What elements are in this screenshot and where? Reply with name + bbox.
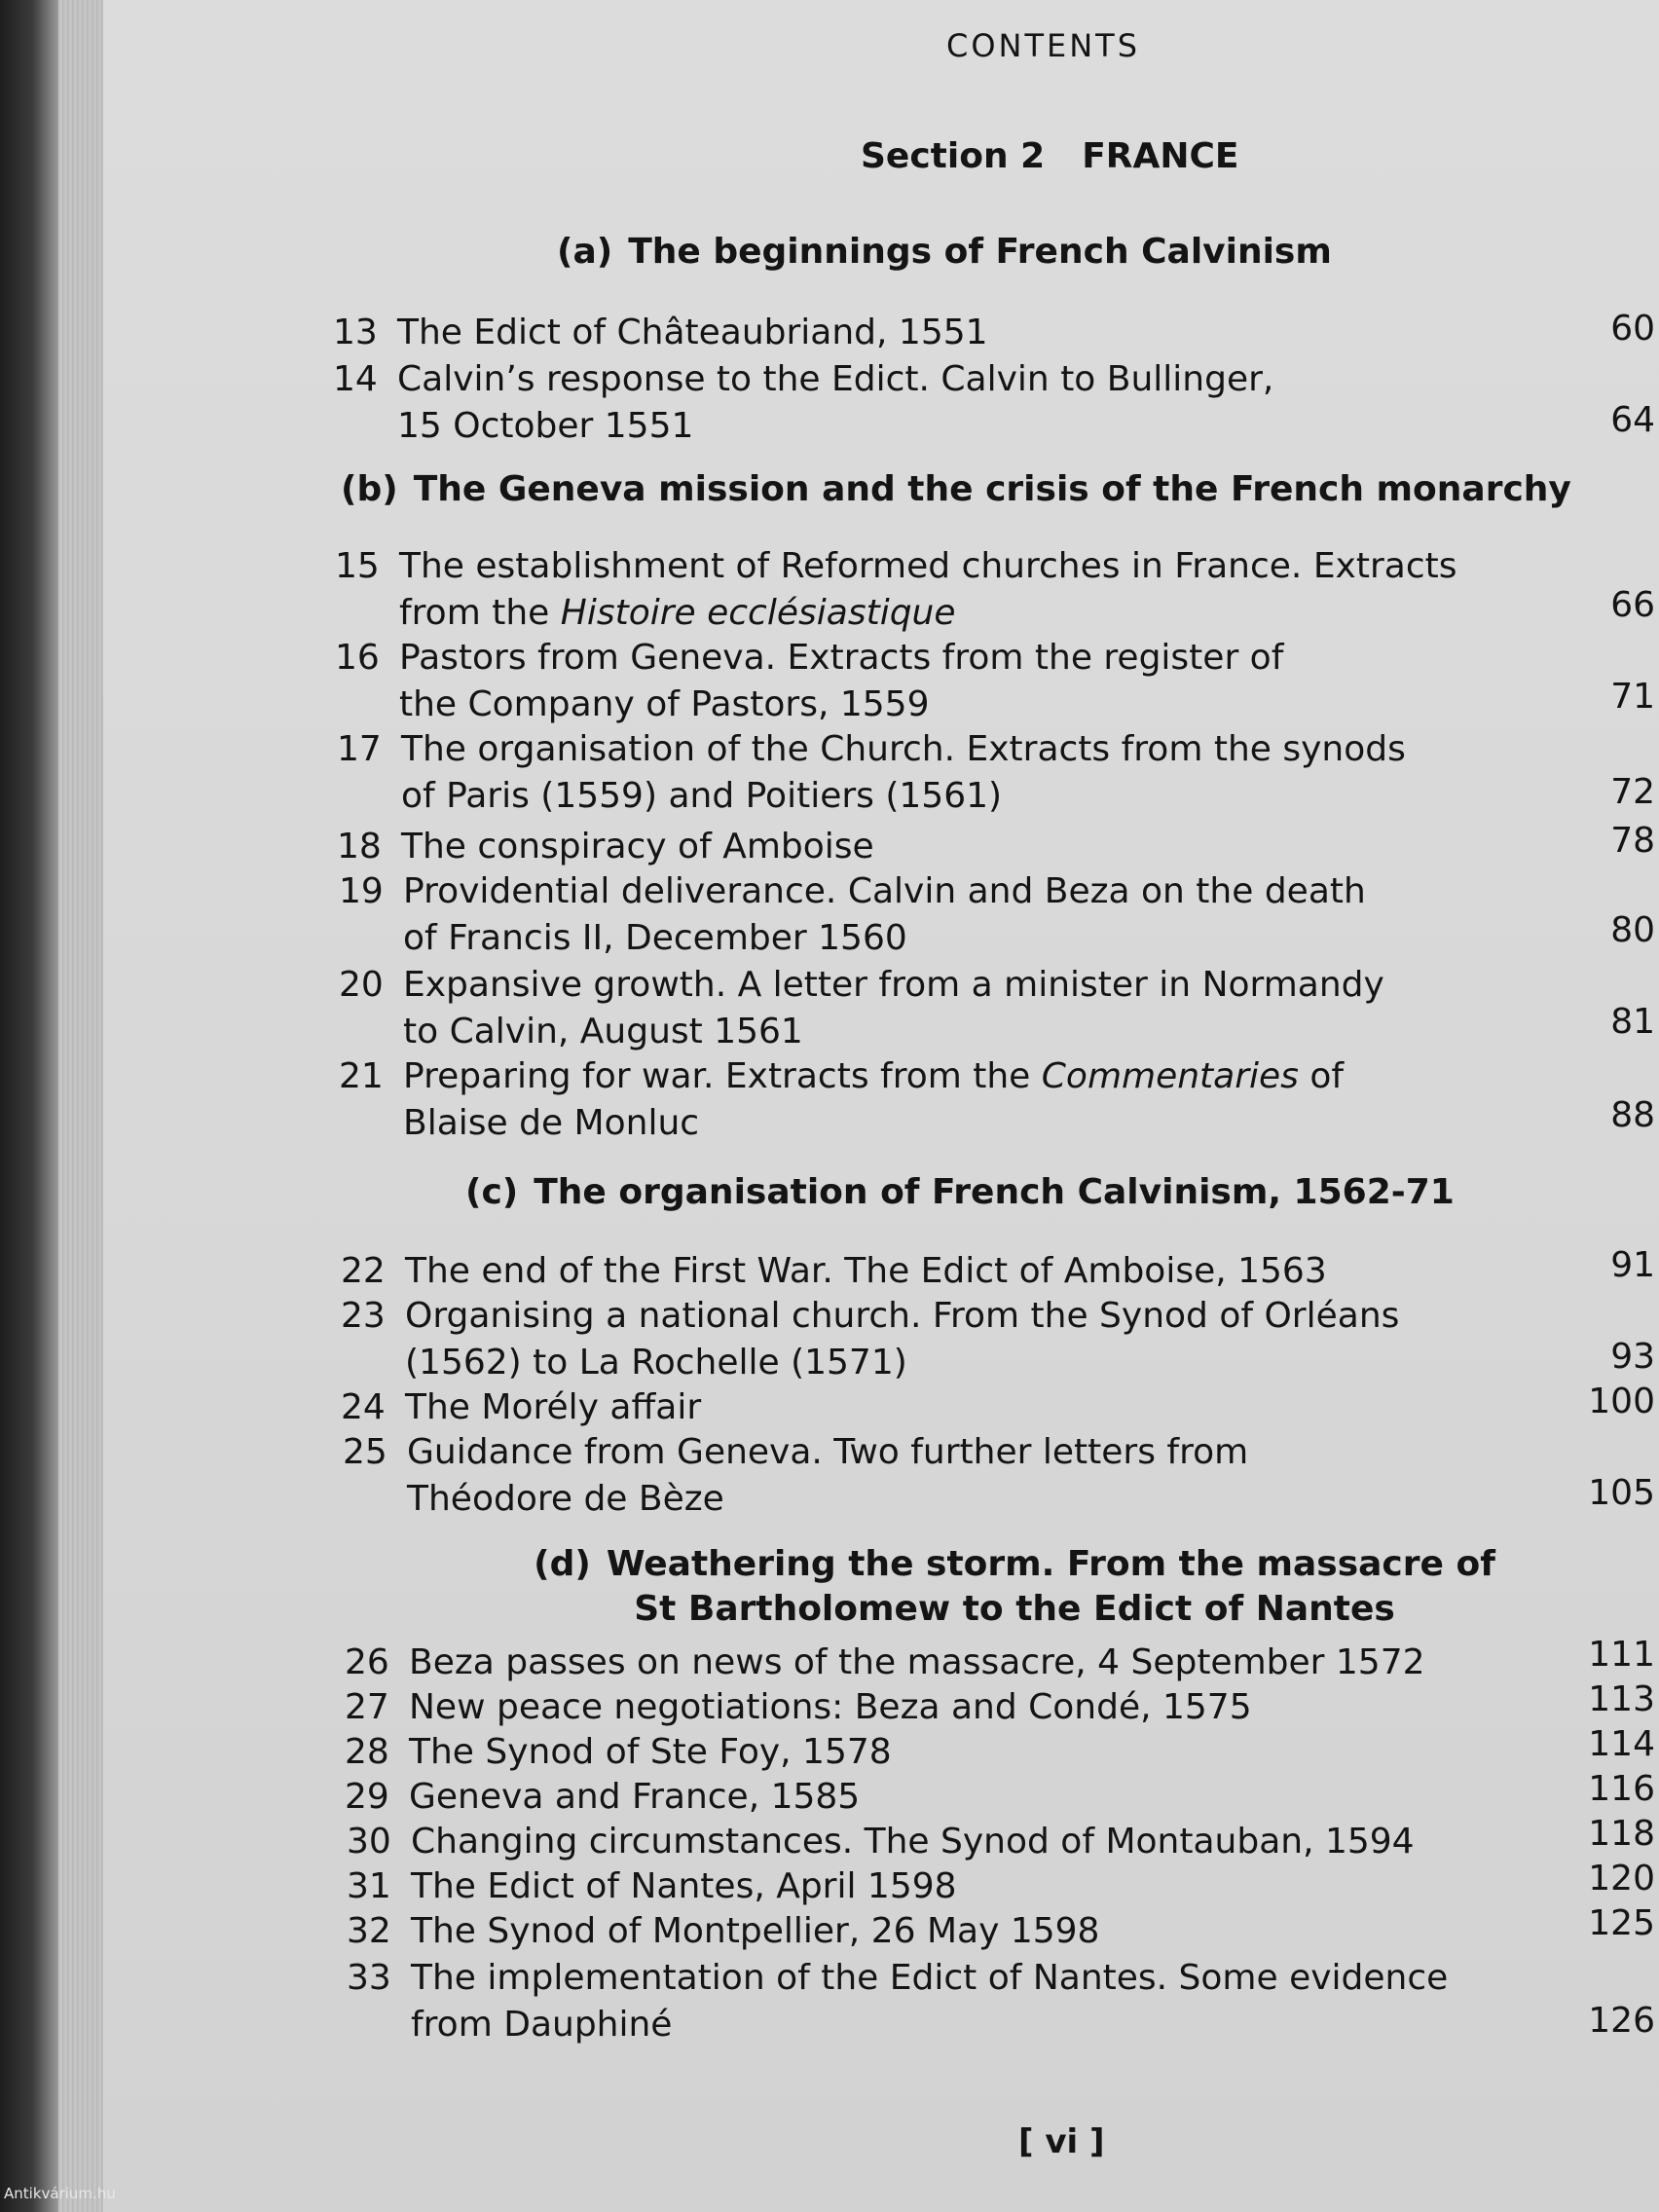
entry-number: 15 bbox=[335, 546, 380, 586]
entry-number: 20 bbox=[339, 965, 384, 1005]
entry-number: 25 bbox=[343, 1432, 387, 1472]
entry-page: 100 bbox=[1588, 1382, 1655, 1421]
entry-number: 16 bbox=[335, 638, 380, 678]
section-number: Section 2 bbox=[861, 136, 1046, 176]
group-heading-d bbox=[479, 1542, 1550, 1632]
contents-entry-33[interactable] bbox=[347, 1955, 1659, 2048]
group-heading-line-1 bbox=[479, 1542, 1550, 1587]
contents-entry-26[interactable] bbox=[345, 1635, 1659, 1686]
contents-entry-27[interactable] bbox=[345, 1679, 1659, 1731]
contents-entry-23[interactable] bbox=[341, 1293, 1659, 1386]
entry-page: 125 bbox=[1588, 1903, 1655, 1943]
entry-page: 60 bbox=[1610, 309, 1655, 349]
contents-entry-31[interactable] bbox=[347, 1859, 1659, 1910]
entry-title-line-2: Blaise de Monluc bbox=[403, 1103, 700, 1143]
entry-number: 13 bbox=[333, 313, 378, 352]
entry-title-line-2: from Dauphiné bbox=[411, 2005, 673, 2045]
entry-title: The Synod of Ste Foy, 1578 bbox=[409, 1732, 892, 1772]
group-heading-c bbox=[465, 1172, 1455, 1212]
entry-title: Geneva and France, 1585 bbox=[409, 1777, 861, 1817]
entry-page: 88 bbox=[1610, 1095, 1655, 1135]
group-heading-a bbox=[557, 232, 1332, 272]
entry-title: The Morély affair bbox=[405, 1387, 702, 1427]
group-title: The organisation of French Calvinism, 1562-71 bbox=[534, 1172, 1455, 1212]
group-label: (c) bbox=[465, 1172, 519, 1212]
entry-title-line-1: The implementation of the Edict of Nantes. Some evidence bbox=[411, 1958, 1449, 1998]
entry-number: 33 bbox=[347, 1958, 391, 1998]
contents-entry-21[interactable] bbox=[339, 1053, 1659, 1147]
group-label: (d) bbox=[534, 1544, 591, 1584]
book-spine-shadow bbox=[0, 0, 58, 2212]
entry-title-line-1: Preparing for war. Extracts from the Commentaries of bbox=[403, 1056, 1345, 1096]
group-title: The beginnings of French Calvinism bbox=[628, 232, 1332, 272]
group-title-line-1: Weathering the storm. From the massacre of bbox=[606, 1544, 1495, 1584]
entry-title-line-2: Théodore de Bèze bbox=[407, 1479, 724, 1519]
entry-title-line-1: The organisation of the Church. Extracts from the synods bbox=[401, 729, 1406, 769]
page-edges bbox=[58, 0, 103, 2212]
page-folio: [ vi ] bbox=[1018, 2122, 1105, 2161]
entry-title-line-1: Providential deliverance. Calvin and Beza on the death bbox=[403, 871, 1366, 911]
entry-number: 29 bbox=[345, 1777, 389, 1817]
entry-title-line-1: The establishment of Reformed churches in France. Extracts bbox=[399, 546, 1457, 586]
entry-page: 126 bbox=[1588, 2001, 1655, 2041]
entry-number: 14 bbox=[333, 359, 378, 399]
italic-title: Commentaries bbox=[1041, 1056, 1299, 1096]
contents-entry-29[interactable] bbox=[345, 1769, 1659, 1821]
entry-number: 23 bbox=[341, 1296, 386, 1336]
entry-title-line-2: to Calvin, August 1561 bbox=[403, 1012, 803, 1051]
entry-number: 27 bbox=[345, 1687, 389, 1727]
section-title bbox=[861, 136, 1239, 176]
entry-page: 78 bbox=[1610, 821, 1655, 861]
entry-title-line-1: Expansive growth. A letter from a minister in Normandy bbox=[403, 965, 1384, 1005]
entry-number: 31 bbox=[347, 1866, 391, 1906]
entry-title-line-1: Calvin’s response to the Edict. Calvin to Bullinger, bbox=[397, 359, 1274, 399]
entry-title-line-2: of Paris (1559) and Poitiers (1561) bbox=[401, 776, 1003, 816]
running-head: CONTENTS bbox=[946, 27, 1141, 64]
contents-entry-30[interactable] bbox=[347, 1814, 1659, 1865]
entry-page: 80 bbox=[1610, 910, 1655, 950]
entry-page: 105 bbox=[1588, 1473, 1655, 1513]
entry-page: 120 bbox=[1588, 1859, 1655, 1899]
contents-entry-14[interactable] bbox=[333, 356, 1655, 450]
entry-number: 28 bbox=[345, 1732, 389, 1772]
contents-entry-18[interactable] bbox=[337, 821, 1659, 870]
entry-title: The Edict of Nantes, April 1598 bbox=[411, 1866, 957, 1906]
entry-title: Changing circumstances. The Synod of Montauban, 1594 bbox=[411, 1822, 1415, 1862]
entry-title-line-1: Guidance from Geneva. Two further letters from bbox=[407, 1432, 1249, 1472]
entry-title-line-1: Organising a national church. From the Synod of Orléans bbox=[405, 1296, 1400, 1336]
entry-page: 71 bbox=[1610, 677, 1655, 717]
group-title-line-2: St Bartholomew to the Edict of Nantes bbox=[634, 1589, 1395, 1629]
entry-number: 19 bbox=[339, 871, 384, 911]
contents-entry-24[interactable] bbox=[341, 1384, 1659, 1431]
group-label: (b) bbox=[341, 469, 398, 509]
contents-entry-28[interactable] bbox=[345, 1724, 1659, 1776]
entry-title: The end of the First War. The Edict of Amboise, 1563 bbox=[405, 1251, 1327, 1291]
contents-entry-17[interactable] bbox=[337, 726, 1659, 820]
entry-title-line-2: 15 October 1551 bbox=[397, 406, 694, 446]
entry-number: 26 bbox=[345, 1642, 389, 1682]
section-name: FRANCE bbox=[1082, 136, 1239, 176]
entry-title: The Edict of Châteaubriand, 1551 bbox=[397, 313, 988, 352]
entry-page: 81 bbox=[1610, 1002, 1655, 1042]
contents-entry-19[interactable] bbox=[339, 868, 1659, 962]
contents-entry-32[interactable] bbox=[347, 1903, 1659, 1955]
group-label: (a) bbox=[557, 232, 613, 272]
entry-number: 32 bbox=[347, 1911, 391, 1951]
contents-entry-25[interactable] bbox=[343, 1429, 1659, 1523]
entry-title: The conspiracy of Amboise bbox=[401, 827, 874, 866]
entry-page: 116 bbox=[1588, 1769, 1655, 1809]
entry-number: 18 bbox=[337, 827, 382, 866]
entry-page: 93 bbox=[1610, 1337, 1655, 1377]
entry-page: 114 bbox=[1588, 1724, 1655, 1764]
entry-page: 118 bbox=[1588, 1814, 1655, 1854]
entry-title: Beza passes on news of the massacre, 4 September 1572 bbox=[409, 1642, 1425, 1682]
entry-title-line-1: Pastors from Geneva. Extracts from the register of bbox=[399, 638, 1284, 678]
entry-title-line-2: of Francis II, December 1560 bbox=[403, 918, 907, 958]
entry-title-line-2: the Company of Pastors, 1559 bbox=[399, 684, 930, 724]
italic-title: Histoire ecclésiastique bbox=[560, 593, 956, 633]
entry-number: 22 bbox=[341, 1251, 386, 1291]
entry-page: 66 bbox=[1610, 585, 1655, 625]
entry-title: The Synod of Montpellier, 26 May 1598 bbox=[411, 1911, 1100, 1951]
contents-entry-22[interactable] bbox=[341, 1245, 1659, 1295]
entry-number: 24 bbox=[341, 1387, 386, 1427]
contents-entry-20[interactable] bbox=[339, 962, 1659, 1055]
entry-number: 30 bbox=[347, 1822, 391, 1862]
entry-page: 111 bbox=[1588, 1635, 1655, 1675]
group-heading-b bbox=[341, 469, 1571, 509]
watermark: Antikvárium.hu bbox=[4, 2185, 116, 2202]
contents-entry-13[interactable] bbox=[333, 310, 1655, 356]
contents-page bbox=[103, 0, 1659, 2212]
contents-entry-15[interactable] bbox=[335, 543, 1657, 637]
group-title: The Geneva mission and the crisis of the French monarchy bbox=[413, 469, 1571, 509]
entry-number: 21 bbox=[339, 1056, 384, 1096]
entry-title-line-2: from the Histoire ecclésiastique bbox=[399, 593, 956, 633]
contents-entry-16[interactable] bbox=[335, 635, 1657, 728]
entry-page: 91 bbox=[1610, 1245, 1655, 1285]
entry-title-line-2: (1562) to La Rochelle (1571) bbox=[405, 1343, 907, 1382]
entry-number: 17 bbox=[337, 729, 382, 769]
entry-page: 64 bbox=[1610, 400, 1655, 440]
entry-title: New peace negotiations: Beza and Condé, 1575 bbox=[409, 1687, 1252, 1727]
entry-page: 113 bbox=[1588, 1679, 1655, 1719]
entry-page: 72 bbox=[1610, 772, 1655, 812]
